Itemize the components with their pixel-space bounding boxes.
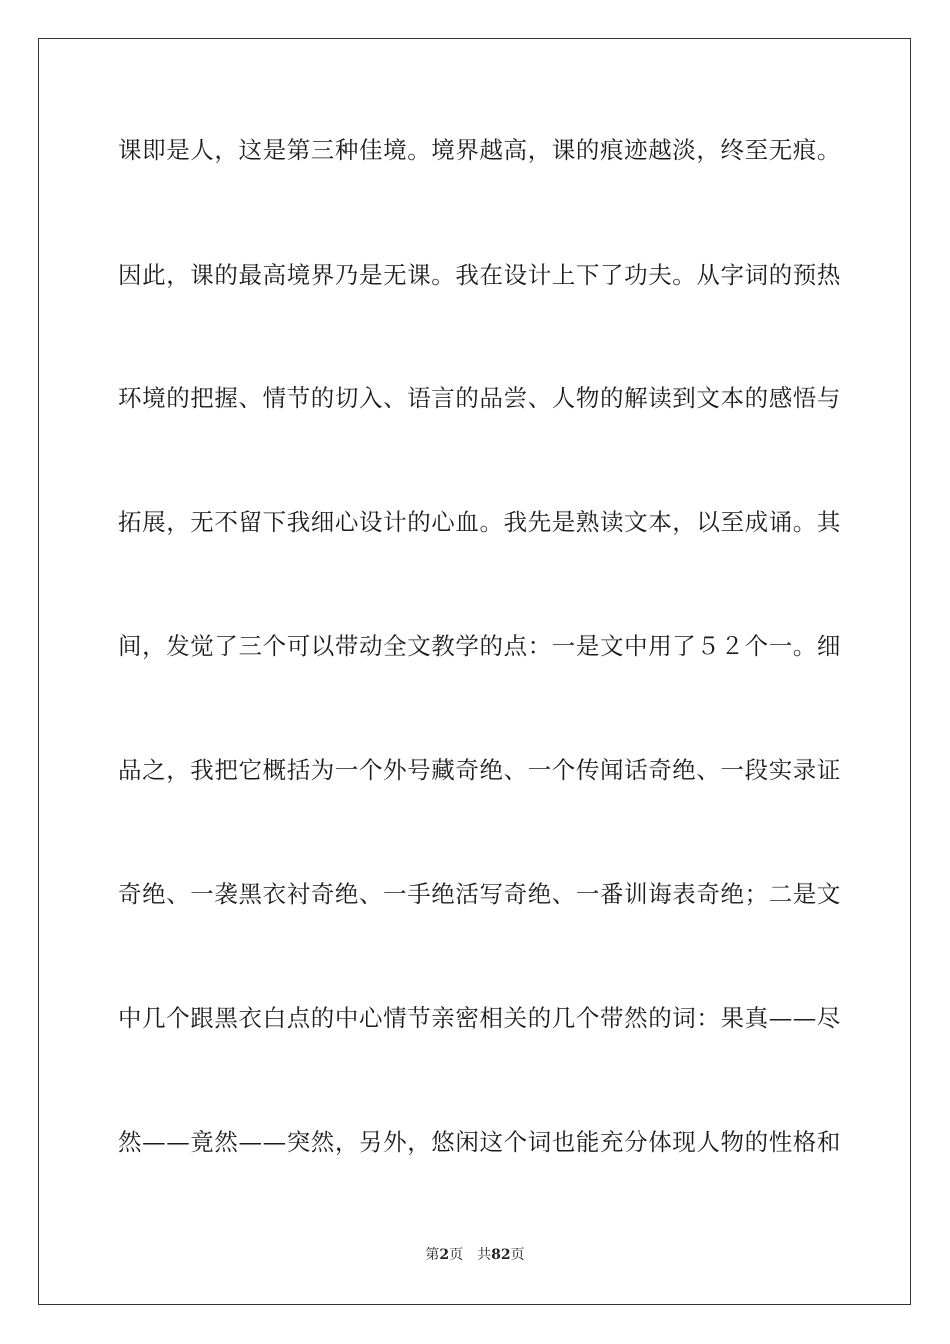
page-footer: [0, 1246, 950, 1264]
text-line-7: 奇绝、一袭黑衣衬奇绝、一手绝活写奇绝、一番训诲表奇绝；二是文: [118, 880, 841, 908]
page-suffix: 页: [449, 1247, 464, 1263]
text-line-4: 拓展，无不留下我细心设计的心血。我先是熟读文本，以至成诵。其: [118, 508, 841, 536]
text-line-2: 因此，课的最高境界乃是无课。我在设计上下了功夫。从字词的预热: [118, 261, 841, 289]
text-line-8: 中几个跟黑衣白点的中心情节亲密相关的几个带然的词：果真——尽: [118, 1004, 841, 1032]
page-number: 2: [439, 1247, 450, 1263]
text-line-9: 然——竟然——突然，另外，悠闲这个词也能充分体现人物的性格和: [118, 1128, 841, 1156]
total-pages: 82: [491, 1247, 511, 1263]
text-line-5: 间，发觉了三个可以带动全文教学的点：一是文中用了５２个一。细: [118, 632, 841, 660]
total-suffix: 页: [510, 1247, 525, 1263]
text-line-3: 环境的把握、情节的切入、语言的品尝、人物的解读到文本的感悟与: [118, 384, 841, 412]
page-prefix: 第: [425, 1247, 440, 1263]
text-line-1: 课即是人，这是第三种佳境。境界越高，课的痕迹越淡，终至无痕。: [118, 136, 841, 164]
page-border: [38, 38, 911, 1305]
text-line-6: 品之，我把它概括为一个外号藏奇绝、一个传闻话奇绝、一段实录证: [118, 756, 841, 784]
total-prefix: 共: [477, 1247, 492, 1263]
